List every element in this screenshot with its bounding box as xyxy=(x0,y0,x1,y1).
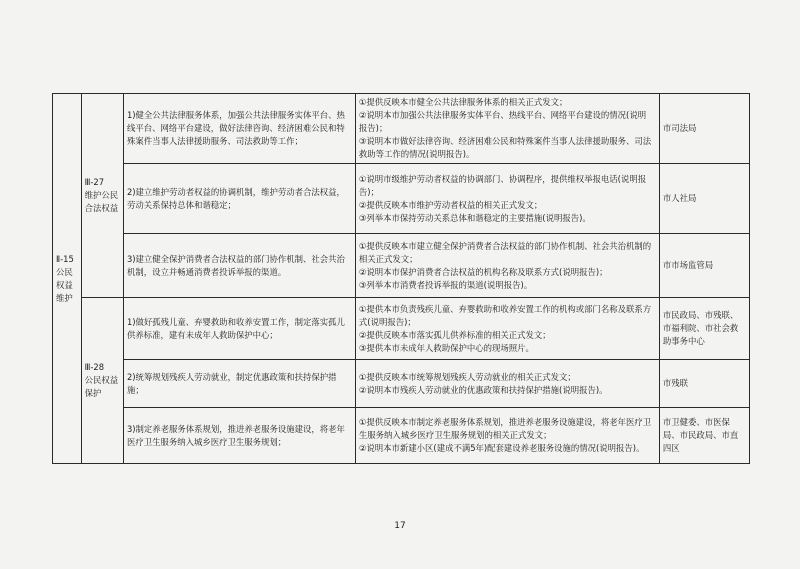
requirement-text: 2)建立维护劳动者权益的协调机制，维护劳动者合法权益，劳动关系保持总体和谐稳定； xyxy=(126,186,345,210)
department-cell: 市民政局、市残联、市福利院、市社会救助事务中心 xyxy=(659,298,749,360)
table-row xyxy=(53,360,750,408)
requirement-cell xyxy=(123,360,355,408)
material-line: 相关正式发文； xyxy=(358,253,418,264)
material-line: 报告)； xyxy=(358,123,388,133)
materials-cell xyxy=(355,164,659,234)
material-line: ①提供反映本市统筹规划残疾人劳动就业的相关正式发文； xyxy=(358,371,576,382)
requirement-cell xyxy=(123,234,355,298)
evaluation-table xyxy=(52,93,750,464)
material-line: ②提供反映本市维护劳动者权益的相关正式发文； xyxy=(358,199,543,210)
requirement-text: 1)健全公共法律服务体系，加强公共法律服务实体平台、热线平台、网络平台建设，做好法律咨询、经济困难公民和特殊案件当事人法律援助服务、司法救助等工作； xyxy=(126,110,345,146)
requirement-cell xyxy=(123,298,355,360)
material-line: 式(说明报告)； xyxy=(358,316,416,327)
department-cell: 市残联 xyxy=(659,360,749,408)
material-line: ②说明本市残疾人劳动就业的优惠政策和扶持保护措施(说明报告)。 xyxy=(358,384,608,395)
material-line: ①提供反映本市建立健全保护消费者合法权益的部门协作机制、社会共治机制的 xyxy=(358,240,652,251)
requirement-cell xyxy=(123,94,355,164)
level3-code: Ⅲ-28 xyxy=(84,362,105,372)
page-number: 17 xyxy=(394,521,406,531)
material-line: 告)； xyxy=(358,186,379,197)
table-row xyxy=(53,298,750,360)
level2-name: 公民权益维护 xyxy=(56,266,73,303)
department-cell: 市卫健委、市医保局、市民政局、市直四区 xyxy=(659,408,749,464)
level3-name: 维护公民合法权益 xyxy=(84,190,119,213)
material-line: ③提供本市未成年人救助保护中心的现场照片。 xyxy=(358,342,534,353)
level3-name: 公民权益保护 xyxy=(84,375,119,398)
table-row xyxy=(53,164,750,234)
material-line: ①提供本市负责残疾儿童、弃婴救助和收养安置工作的机构或部门名称及联系方 xyxy=(358,303,652,314)
material-line: ①提供反映本市健全公共法律服务体系的相关正式发文； xyxy=(358,97,568,107)
requirement-text: 2)统筹规划残疾人劳动就业，制定优惠政策和扶持保护措施； xyxy=(126,371,337,395)
materials-cell xyxy=(355,408,659,464)
material-line: ②说明本市加强公共法律服务实体平台、热线平台、网络平台建设的情况(说明 xyxy=(358,110,647,120)
material-line: ①说明市级维护劳动者权益的协调部门、协调程序，提供维权举报电话(说明报 xyxy=(358,173,647,184)
requirement-text: 3)建立健全保护消费者合法权益的部门协作机制、社会共治机制，设立并畅通消费者投诉举报的渠道。 xyxy=(126,253,345,277)
material-line: ②说明本市保护消费者合法权益的机构名称及联系方式(说明报告)； xyxy=(358,266,608,277)
material-line: 救助等工作的情况(说明报告)。 xyxy=(358,149,475,159)
material-line: ③列举本市消费者投诉举报的渠道(说明报告)。 xyxy=(358,279,533,290)
table-row xyxy=(53,94,750,164)
materials-cell xyxy=(355,234,659,298)
table-row xyxy=(53,408,750,464)
materials-cell xyxy=(355,360,659,408)
department-cell: 市人社局 xyxy=(659,164,749,234)
material-line: 生服务纳入城乡医疗卫生服务规划的相关正式发文； xyxy=(358,430,552,440)
level2-cell xyxy=(53,94,82,464)
department-cell: 市市场监管局 xyxy=(659,234,749,298)
materials-cell xyxy=(355,298,659,360)
requirement-text: 1)做好孤残儿童、弃婴救助和收养安置工作，制定落实孤儿供养标准，建有未成年人救助保护中心； xyxy=(126,316,345,340)
requirement-text: 3)制定养老服务体系规划，推进养老服务设施建设，将老年医疗卫生服务纳入城乡医疗卫生服务规划； xyxy=(126,423,345,447)
material-line: ③说明本市做好法律咨询、经济困难公民和特殊案件当事人法律援助服务、司法 xyxy=(358,136,652,146)
requirement-cell xyxy=(123,408,355,464)
material-line: ②说明本市新建小区(建成不满5年)配套建设养老服务设施的情况(说明报告)。 xyxy=(358,443,645,453)
material-line: ②提供反映本市落实孤儿供养标准的相关正式发文； xyxy=(358,329,551,340)
level3-cell xyxy=(81,94,123,298)
material-line: ①提供反映本市制定养老服务体系规划，推进养老服务设施建设，将老年医疗卫 xyxy=(358,417,652,427)
level2-code: Ⅱ-15 xyxy=(56,253,74,264)
materials-cell xyxy=(355,94,659,164)
level3-code: Ⅲ-27 xyxy=(84,177,105,187)
material-line: ③列举本市保持劳动关系总体和谐稳定的主要措施(说明报告)。 xyxy=(358,212,591,223)
level3-cell xyxy=(81,298,123,464)
table-row xyxy=(53,234,750,298)
department-cell: 市司法局 xyxy=(659,94,749,164)
requirement-cell xyxy=(123,164,355,234)
